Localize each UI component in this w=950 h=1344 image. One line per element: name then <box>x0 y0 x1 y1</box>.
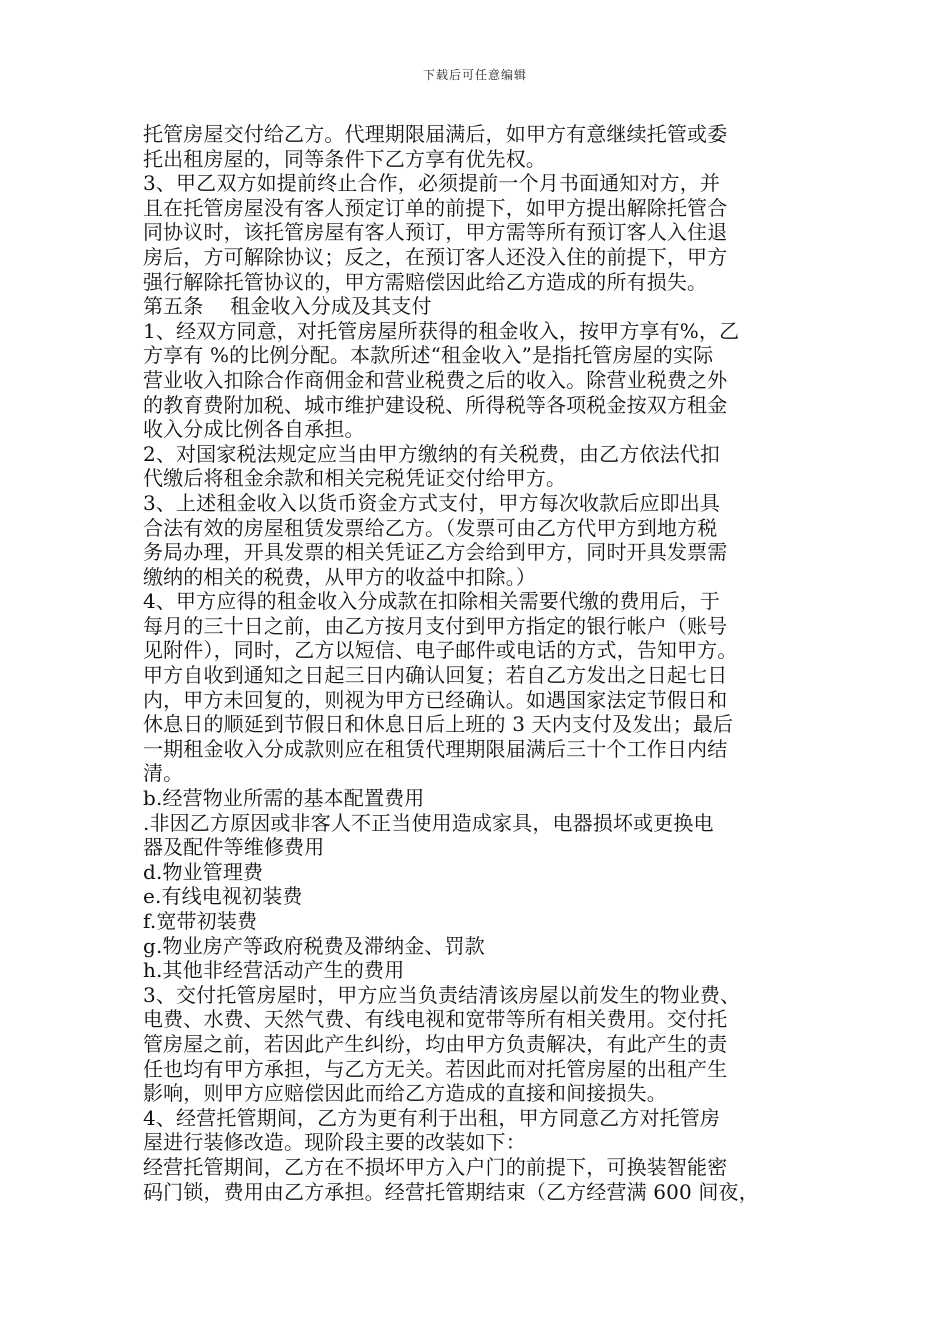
list-item: h.其他非经营活动产生的费用 <box>143 958 405 983</box>
text-line: 3、甲乙双方如提前终止合作，必须提前一个月书面通知对方，并 <box>143 171 721 196</box>
text-line: 一期租金收入分成款则应在租赁代理期限届满后三十个工作日内结 <box>143 736 728 761</box>
text-line: 电费、水费、天然气费、有线电视和宽带等所有相关费用。交付托 <box>143 1007 728 1032</box>
text-line: 任也均有甲方承担，与乙方无关。若因此而对托管房屋的出租产生 <box>143 1056 728 1081</box>
text-line: 影响，则甲方应赔偿因此而给乙方造成的直接和间接损失。 <box>143 1081 667 1106</box>
text-line: 管房屋之前，若因此产生纠纷，均由甲方负责解决，有此产生的责 <box>143 1031 728 1056</box>
text-line: 每月的三十日之前，由乙方按月支付到甲方指定的银行帐户（账号 <box>143 613 728 638</box>
text-line: 的教育费附加税、城市维护建设税、所得税等各项税金按双方租金 <box>143 392 728 417</box>
text-line: 代缴后将租金余款和相关完税凭证交付给甲方。 <box>143 466 567 491</box>
text-line: 甲方自收到通知之日起三日内确认回复；若自乙方发出之日起七日 <box>143 663 728 688</box>
text-line: 合法有效的房屋租赁发票给乙方。（发票可由乙方代甲方到地方税 <box>143 515 718 540</box>
text-line: 且在托管房屋没有客人预定订单的前提下，如甲方提出解除托管合 <box>143 195 728 220</box>
page-header: 下载后可任意编辑 <box>422 68 527 82</box>
text-line: 务局办理，开具发票的相关凭证乙方会给到甲方，同时开具发票需 <box>143 540 728 565</box>
text-line: 房后，方可解除协议；反之，在预订客人还没入住的前提下，甲方 <box>143 244 728 269</box>
text-line: 缴纳的相关的税费，从甲方的收益中扣除。） <box>143 564 536 589</box>
text-line: 见附件），同时，乙方以短信、电子邮件或电话的方式，告知甲方。 <box>143 638 738 663</box>
text-line: 4、甲方应得的租金收入分成款在扣除相关需要代缴的费用后，于 <box>143 589 721 614</box>
list-item: f.宽带初装费 <box>143 909 258 933</box>
text-line: 码门锁，费用由乙方承担。经营托管期结束（乙方经营满 600 间夜， <box>143 1179 759 1204</box>
text-line: 3、上述租金收入以货币资金方式支付，甲方每次收款后应即出具 <box>143 490 721 515</box>
text-line: 强行解除托管协议的，甲方需赔偿因此给乙方造成的所有损失。 <box>143 269 708 294</box>
text-line: 2、对国家税法规定应当由甲方缴纳的有关税费，由乙方依法代扣 <box>143 441 721 466</box>
section-heading: 第五条 租金收入分成及其支付 <box>143 294 432 319</box>
text-line: 屋进行装修改造。现阶段主要的改装如下： <box>143 1130 526 1155</box>
text-line: 清。 <box>143 761 184 786</box>
list-item: d.物业管理费 <box>143 859 264 884</box>
text-line: 内，甲方未回复的，则视为甲方已经确认。如遇国家法定节假日和 <box>143 687 728 712</box>
text-line: 1、经双方同意，对托管房屋所获得的租金收入，按甲方享有%，乙 <box>143 318 740 343</box>
list-item: g.物业房产等政府税费及滞纳金、罚款 <box>143 933 485 958</box>
list-item: e.有线电视初装费 <box>143 884 303 909</box>
text-line: 方享有 %的比例分配。本款所述“租金收入”是指托管房屋的实际 <box>143 343 714 368</box>
document-body <box>143 122 813 1204</box>
text-line: 营业收入扣除合作商佣金和营业税费之后的收入。除营业税费之外 <box>143 367 728 392</box>
text-line: 器及配件等维修费用 <box>143 835 325 860</box>
text-line: 托管房屋交付给乙方。代理期限届满后，如甲方有意继续托管或委 <box>143 122 728 146</box>
list-item: .非因乙方原因或非客人不正当使用造成家具，电器损坏或更换电 <box>143 810 714 835</box>
text-line: 3、交付托管房屋时，甲方应当负责结清该房屋以前发生的物业费、 <box>143 982 741 1007</box>
text-line: 托出租房屋的，同等条件下乙方享有优先权。 <box>143 146 546 171</box>
text-line: 休息日的顺延到节假日和休息日后上班的 3 天内支付及发出；最后 <box>143 712 734 737</box>
text-line: 同协议时，该托管房屋有客人预订，甲方需等所有预订客人入住退 <box>143 220 728 245</box>
list-item: b.经营物业所需的基本配置费用 <box>143 786 425 811</box>
text-line: 4、经营托管期间，乙方为更有利于出租，甲方同意乙方对托管房 <box>143 1105 721 1130</box>
text-line: 收入分成比例各自承担。 <box>143 417 365 442</box>
text-line: 经营托管期间，乙方在不损坏甲方入户门的前提下，可换装智能密 <box>143 1154 728 1179</box>
